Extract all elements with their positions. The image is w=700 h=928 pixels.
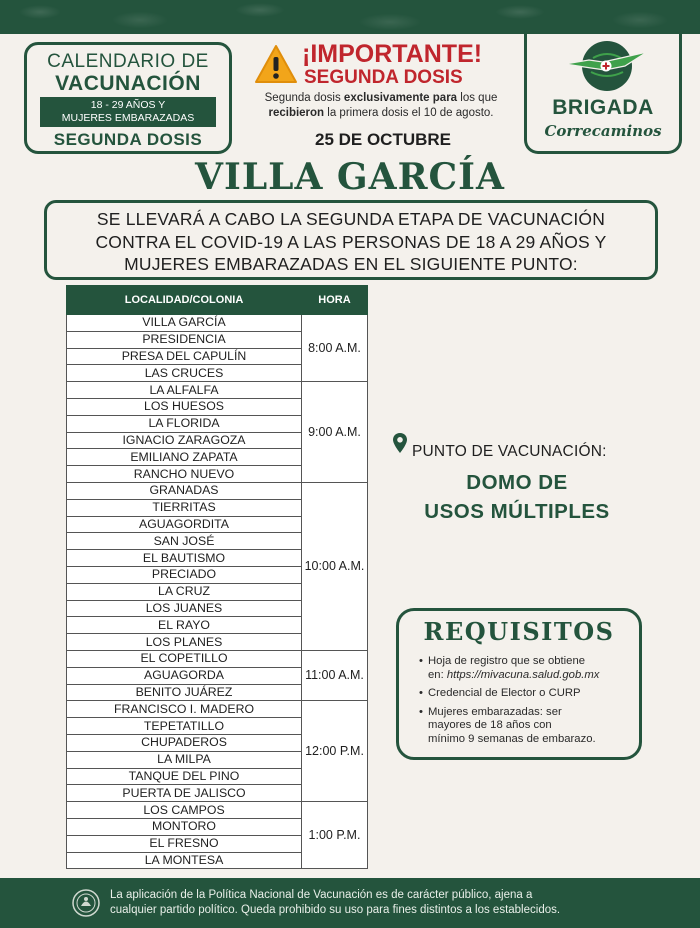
important-text [248,91,514,121]
requirement-item [419,687,635,701]
hour-cell: 9:00 A.M. [302,382,368,483]
hour-cell: 8:00 A.M. [302,315,368,382]
top-decorative-band [0,0,700,34]
important-text-bold2: recibieron [268,107,325,119]
table-row [67,650,368,667]
locality-cell: TANQUE DEL PINO [67,768,302,785]
locality-cell: LA ALFALFA [67,382,302,399]
requirement-3-line3: mínimo 9 semanas de embarazo. [428,732,596,745]
locality-cell: LA MILPA [67,751,302,768]
locality-cell: LA FLORIDA [67,415,302,432]
locality-cell: LAS CRUCES [67,365,302,382]
locality-cell: FRANCISCO I. MADERO [67,701,302,718]
intro-line1: SE LLEVARÁ A CABO LA SEGUNDA ETAPA DE VACUNACIÓN [96,209,606,229]
hour-cell: 12:00 P.M. [302,701,368,802]
locality-cell: EL COPETILLO [67,650,302,667]
vaccination-point-label: PUNTO DE VACUNACIÓN: [412,443,607,460]
important-text-part2: los que [457,92,498,104]
requirement-3-line2: mayores de 18 años con [428,719,552,731]
calendar-badge [24,42,232,154]
locality-cell: PRESA DEL CAPULÍN [67,348,302,365]
brigada-badge [524,34,682,154]
header-locality: LOCALIDAD/COLONIA [67,286,302,315]
locality-cell: PUERTA DE JALISCO [67,785,302,802]
requirement-1-line1: Hoja de registro que se obtiene [428,655,586,667]
table-row [67,315,368,332]
locality-cell: PRESIDENCIA [67,331,302,348]
locality-cell: IGNACIO ZARAGOZA [67,432,302,449]
intro-box [44,200,658,280]
table-header-row [67,286,368,315]
requirement-item [419,655,635,682]
national-seal-icon [72,889,100,917]
table-row [67,701,368,718]
locality-cell: AGUAGORDA [67,667,302,684]
locality-cell: RANCHO NUEVO [67,466,302,483]
calendar-group-line1: 18 - 29 AÑOS Y [90,99,166,111]
location-pin-icon [392,432,408,454]
hour-cell: 10:00 A.M. [302,482,368,650]
requirements-list [419,655,635,751]
hour-cell: 11:00 A.M. [302,650,368,700]
locality-cell: EL RAYO [67,617,302,634]
locality-cell: PRECIADO [67,566,302,583]
locality-cell: GRANADAS [67,482,302,499]
footer-line1: La aplicación de la Política Nacional de Vacunación es de carácter público, ajena a [110,889,533,901]
requirement-item [419,706,635,747]
locality-cell: TEPETATILLO [67,718,302,735]
registration-url-link[interactable]: https://mivacuna.salud.gob.mx [446,668,600,681]
important-text-bold1: exclusivamente para [343,92,458,104]
vaccination-point-name [390,468,644,526]
brigada-subtitle: Correcaminos [544,122,662,140]
locality-cell: LOS JUANES [67,600,302,617]
requirement-3-line1: Mujeres embarazadas: ser [428,705,562,718]
calendar-line3: SEGUNDA DOSIS [53,130,203,149]
footer-line2: cualquier partido político. Queda prohibido su uso para fines distintos a los establecidos. [110,904,561,916]
requirement-1-prefix: en: [428,668,447,681]
roadrunner-logo-icon [563,38,649,94]
important-text-part3: la primera dosis el 10 de agosto. [324,107,494,119]
vaccination-point-name-line2: USOS MÚLTIPLES [424,500,610,523]
important-text-part1: Segunda dosis [264,92,344,104]
important-subtitle: SEGUNDA DOSIS [304,67,463,88]
event-date: 25 DE OCTUBRE [314,130,452,149]
locality-cell: AGUAGORDITA [67,516,302,533]
requirement-2: Credencial de Elector o CURP [428,687,581,699]
locality-cell: LOS PLANES [67,634,302,651]
locality-cell: TIERRITAS [67,499,302,516]
footer [0,878,700,928]
vaccination-point-name-line1: DOMO DE [466,471,568,494]
header-hour: HORA [302,286,368,315]
locality-cell: EL BAUTISMO [67,550,302,567]
locality-cell: EL FRESNO [67,835,302,852]
calendar-group-line2: MUJERES EMBARAZADAS [61,112,195,124]
locality-cell: MONTORO [67,818,302,835]
locality-cell: VILLA GARCÍA [67,315,302,332]
schedule-table [66,285,368,869]
intro-line2: CONTRA EL COVID-19 A LAS PERSONAS DE 18 A 29 AÑOS Y [95,231,607,252]
requirements-box [396,608,642,760]
locality-cell: LA MONTESA [67,852,302,869]
table-row [67,482,368,499]
locality-cell: LOS CAMPOS [67,802,302,819]
calendar-line2: VACUNACIÓN [55,72,201,95]
footer-disclaimer [110,888,680,918]
calendar-target-group [40,97,216,127]
brigada-title: BRIGADA [552,96,654,119]
warning-icon [254,44,298,84]
requirements-title: REQUISITOS [423,617,615,646]
locality-cell: BENITO JUÁREZ [67,684,302,701]
table-row [67,382,368,399]
intro-line3: MUJERES EMBARAZADAS EN EL SIGUIENTE PUNTO: [124,254,578,274]
calendar-line1: CALENDARIO DE [47,51,209,72]
hour-cell: 1:00 P.M. [302,802,368,869]
locality-cell: CHUPADEROS [67,734,302,751]
important-title: ¡IMPORTANTE! [302,40,483,68]
locality-cell: LA CRUZ [67,583,302,600]
table-row [67,802,368,819]
city-title: VILLA GARCÍA [195,156,505,198]
locality-cell: EMILIANO ZAPATA [67,449,302,466]
locality-cell: LOS HUESOS [67,398,302,415]
locality-cell: SAN JOSÉ [67,533,302,550]
